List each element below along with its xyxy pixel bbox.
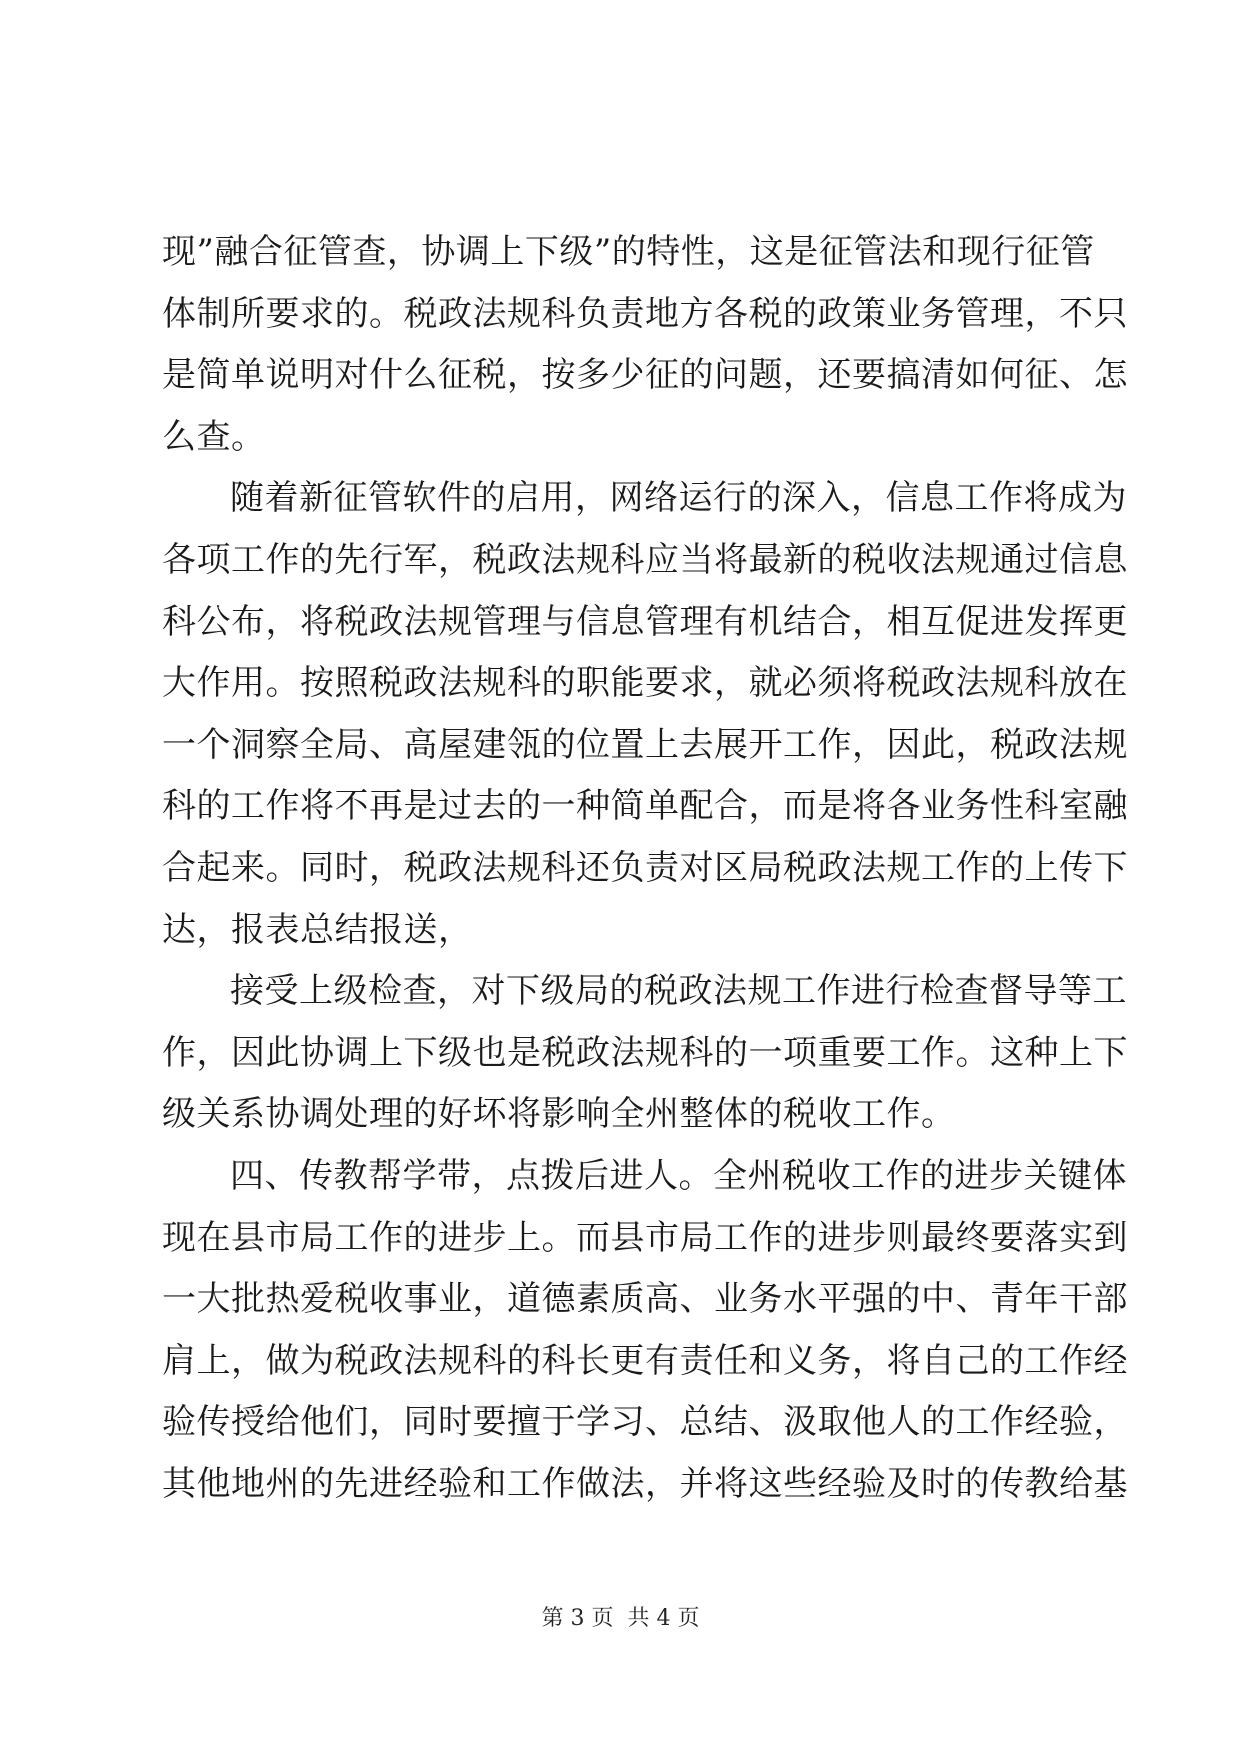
text-line: 合起来。同时，税政法规科还负责对区局税政法规工作的上传下 [162, 847, 1128, 888]
text-line: 肩上，做为税政法规科的科长更有责任和义务，将自己的工作经 [162, 1340, 1128, 1381]
text-line: 一大批热爱税收事业，道德素质高、业务水平强的中、青年干部 [162, 1279, 1128, 1320]
page-number: 第 3 页 共 4 页 [541, 1606, 700, 1631]
page-footer [0, 1604, 1241, 1634]
text-line: 科公布，将税政法规管理与信息管理有机结合，相互促进发挥更 [162, 601, 1128, 642]
text-line: 随着新征管软件的启用，网络运行的深入，信息工作将成为 [230, 478, 1127, 519]
text-line: 验传授给他们，同时要擅于学习、总结、汲取他人的工作经验， [162, 1402, 1128, 1443]
text-line: 大作用。按照税政法规科的职能要求，就必须将税政法规科放在 [162, 663, 1128, 704]
document-body [162, 222, 1128, 1515]
text-line: 达，报表总结报送， [162, 909, 473, 950]
text-line: 级关系协调处理的好坏将影响全州整体的税收工作。 [162, 1094, 956, 1135]
text-line: 是简单说明对什么征税，按多少征的问题，还要搞清如何征、怎 [162, 355, 1128, 396]
text-line: 现在县市局工作的进步上。而县市局工作的进步则最终要落实到 [162, 1217, 1128, 1258]
text-line: 接受上级检查，对下级局的税政法规工作进行检查督导等工 [230, 971, 1127, 1012]
text-line: 各项工作的先行军，税政法规科应当将最新的税收法规通过信息 [162, 539, 1128, 580]
text-line: 科的工作将不再是过去的一种简单配合，而是将各业务性科室融 [162, 786, 1128, 827]
text-line: 其他地州的先进经验和工作做法，并将这些经验及时的传教给基 [162, 1463, 1128, 1504]
text-line: 一个洞察全局、高屋建瓴的位置上去展开工作，因此，税政法规 [162, 724, 1128, 765]
text-line: 么查。 [162, 416, 266, 457]
text-line: 现”融合征管查，协调上下级”的特性，这是征管法和现行征管 [162, 232, 1095, 272]
text-line: 四、传教帮学带，点拨后进人。全州税收工作的进步关键体 [230, 1155, 1127, 1196]
text-line: 体制所要求的。税政法规科负责地方各税的政策业务管理，不只 [162, 293, 1128, 334]
text-line: 作，因此协调上下级也是税政法规科的一项重要工作。这种上下 [162, 1032, 1128, 1073]
